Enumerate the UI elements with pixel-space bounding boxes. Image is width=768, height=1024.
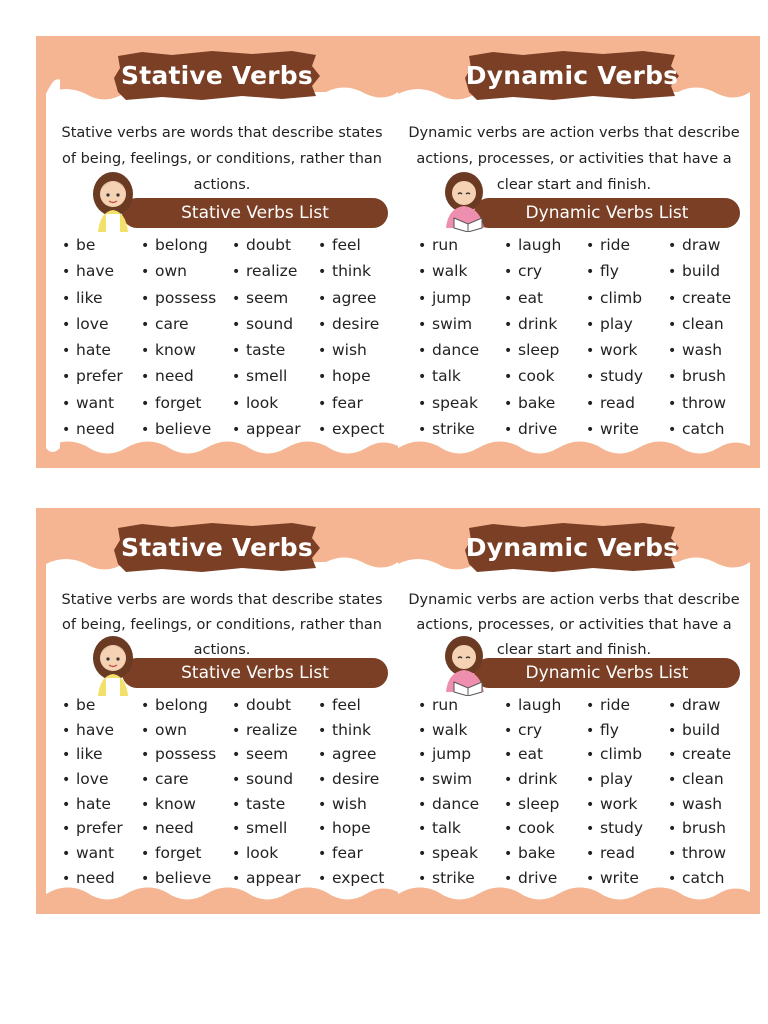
list-item: • strike xyxy=(418,869,479,894)
worksheet-2 xyxy=(36,508,760,914)
list-item: • care xyxy=(141,770,216,795)
list-item: • read xyxy=(586,844,643,869)
list-item: • drink xyxy=(504,770,561,795)
dynamic-column-3 xyxy=(586,696,643,894)
list-item: • draw xyxy=(668,696,731,721)
dynamic-description: Dynamic verbs are action verbs that describe actions, processes, or activities that have a clear start and finish. xyxy=(408,125,740,193)
list-item: • want xyxy=(62,394,123,420)
list-item: • draw xyxy=(668,236,731,262)
dynamic-description: Dynamic verbs are action verbs that describe actions, processes, or activities that have a clear start and finish. xyxy=(408,592,740,658)
list-item: • have xyxy=(62,721,123,746)
list-item: • swim xyxy=(418,770,479,795)
stative-title: Stative Verbs xyxy=(121,60,313,90)
dynamic-list-title: Dynamic Verbs List xyxy=(525,203,689,223)
list-item: • sound xyxy=(232,315,301,341)
list-item: • feel xyxy=(318,236,384,262)
stative-column-1 xyxy=(62,236,123,446)
list-item: • throw xyxy=(668,394,731,420)
list-item: • sound xyxy=(232,770,301,795)
list-item: • taste xyxy=(232,341,301,367)
list-item: • desire xyxy=(318,315,384,341)
list-item: • look xyxy=(232,844,301,869)
dynamic-verbs-card xyxy=(398,508,750,914)
list-item: • think xyxy=(318,721,384,746)
list-item: • prefer xyxy=(62,819,123,844)
list-item: • brush xyxy=(668,367,731,393)
list-item: • play xyxy=(586,770,643,795)
list-item: • smell xyxy=(232,819,301,844)
stative-title-banner xyxy=(112,520,322,574)
stative-verbs-card xyxy=(46,36,398,468)
list-item: • desire xyxy=(318,770,384,795)
list-item: • be xyxy=(62,236,123,262)
girl-reading-book-icon xyxy=(438,168,492,232)
list-item: • possess xyxy=(141,289,216,315)
list-item: • doubt xyxy=(232,696,301,721)
list-item: • jump xyxy=(418,745,479,770)
list-item: • forget xyxy=(141,844,216,869)
list-item: • talk xyxy=(418,367,479,393)
list-item: • need xyxy=(141,819,216,844)
list-item: • fear xyxy=(318,394,384,420)
list-item: • appear xyxy=(232,420,301,446)
list-item: • wish xyxy=(318,795,384,820)
dynamic-column-4 xyxy=(668,236,731,446)
list-item: • eat xyxy=(504,745,561,770)
stative-description: Stative verbs are words that describe states of being, feelings, or conditions, rather than actions. xyxy=(61,592,383,658)
stative-column-4 xyxy=(318,696,384,894)
list-item: • love xyxy=(62,315,123,341)
list-item: • laugh xyxy=(504,236,561,262)
list-item: • run xyxy=(418,696,479,721)
stative-list-header xyxy=(122,658,388,688)
list-item: • know xyxy=(141,795,216,820)
dynamic-title: Dynamic Verbs xyxy=(465,60,679,90)
list-item: • work xyxy=(586,341,643,367)
list-item: • wash xyxy=(668,341,731,367)
list-item: • need xyxy=(62,420,123,446)
list-item: • care xyxy=(141,315,216,341)
list-item: • agree xyxy=(318,289,384,315)
list-item: • be xyxy=(62,696,123,721)
stative-list-title: Stative Verbs List xyxy=(181,203,329,223)
list-item: • swim xyxy=(418,315,479,341)
list-item: • seem xyxy=(232,289,301,315)
list-item: • belong xyxy=(141,696,216,721)
girl-reading-book-icon xyxy=(438,632,492,696)
dynamic-list-title: Dynamic Verbs List xyxy=(525,663,689,683)
list-item: • speak xyxy=(418,394,479,420)
worksheet-1 xyxy=(36,36,760,468)
list-item: • build xyxy=(668,721,731,746)
list-item: • cry xyxy=(504,262,561,288)
list-item: • clean xyxy=(668,315,731,341)
list-item: • believe xyxy=(141,420,216,446)
list-item: • walk xyxy=(418,721,479,746)
list-item: • drink xyxy=(504,315,561,341)
dynamic-column-1 xyxy=(418,236,479,446)
dynamic-title-banner xyxy=(463,520,681,574)
dynamic-column-2 xyxy=(504,236,561,446)
stative-list-title: Stative Verbs List xyxy=(181,663,329,683)
stative-list-header xyxy=(122,198,388,228)
dynamic-column-2 xyxy=(504,696,561,894)
list-item: • expect xyxy=(318,420,384,446)
list-item: • agree xyxy=(318,745,384,770)
stative-title: Stative Verbs xyxy=(121,532,313,562)
list-item: • clean xyxy=(668,770,731,795)
stative-column-2 xyxy=(141,236,216,446)
list-item: • write xyxy=(586,869,643,894)
list-item: • need xyxy=(141,367,216,393)
list-item: • seem xyxy=(232,745,301,770)
list-item: • drive xyxy=(504,869,561,894)
list-item: • work xyxy=(586,795,643,820)
list-item: • like xyxy=(62,745,123,770)
list-item: • walk xyxy=(418,262,479,288)
list-item: • bake xyxy=(504,394,561,420)
list-item: • jump xyxy=(418,289,479,315)
dynamic-verbs-card xyxy=(398,36,750,468)
list-item: • own xyxy=(141,262,216,288)
list-item: • wish xyxy=(318,341,384,367)
list-item: • dance xyxy=(418,795,479,820)
list-item: • appear xyxy=(232,869,301,894)
list-item: • want xyxy=(62,844,123,869)
list-item: • sleep xyxy=(504,795,561,820)
list-item: • have xyxy=(62,262,123,288)
list-item: • smell xyxy=(232,367,301,393)
list-item: • catch xyxy=(668,420,731,446)
list-item: • expect xyxy=(318,869,384,894)
list-item: • hate xyxy=(62,795,123,820)
dynamic-column-4 xyxy=(668,696,731,894)
list-item: • build xyxy=(668,262,731,288)
stative-description: Stative verbs are words that describe states of being, feelings, or conditions, rather than actions. xyxy=(61,125,383,193)
stative-verbs-card xyxy=(46,508,398,914)
list-item: • sleep xyxy=(504,341,561,367)
dynamic-list-header xyxy=(474,658,740,688)
list-item: • belong xyxy=(141,236,216,262)
list-item: • eat xyxy=(504,289,561,315)
list-item: • need xyxy=(62,869,123,894)
list-item: • talk xyxy=(418,819,479,844)
list-item: • ride xyxy=(586,236,643,262)
list-item: • run xyxy=(418,236,479,262)
list-item: • fly xyxy=(586,721,643,746)
dynamic-column-3 xyxy=(586,236,643,446)
stative-column-1 xyxy=(62,696,123,894)
list-item: • fly xyxy=(586,262,643,288)
stative-column-4 xyxy=(318,236,384,446)
list-item: • cook xyxy=(504,367,561,393)
list-item: • cook xyxy=(504,819,561,844)
girl-with-apron-icon xyxy=(86,632,140,696)
girl-with-apron-icon xyxy=(86,168,140,232)
list-item: • study xyxy=(586,819,643,844)
stative-title-banner xyxy=(112,48,322,102)
list-item: • bake xyxy=(504,844,561,869)
list-item: • ride xyxy=(586,696,643,721)
list-item: • catch xyxy=(668,869,731,894)
list-item: • climb xyxy=(586,745,643,770)
list-item: • like xyxy=(62,289,123,315)
list-item: • dance xyxy=(418,341,479,367)
list-item: • speak xyxy=(418,844,479,869)
list-item: • realize xyxy=(232,262,301,288)
list-item: • own xyxy=(141,721,216,746)
list-item: • throw xyxy=(668,844,731,869)
list-item: • laugh xyxy=(504,696,561,721)
list-item: • read xyxy=(586,394,643,420)
list-item: • write xyxy=(586,420,643,446)
list-item: • climb xyxy=(586,289,643,315)
list-item: • play xyxy=(586,315,643,341)
list-item: • believe xyxy=(141,869,216,894)
list-item: • hope xyxy=(318,819,384,844)
stative-column-3 xyxy=(232,696,301,894)
list-item: • prefer xyxy=(62,367,123,393)
list-item: • wash xyxy=(668,795,731,820)
list-item: • study xyxy=(586,367,643,393)
list-item: • feel xyxy=(318,696,384,721)
list-item: • fear xyxy=(318,844,384,869)
dynamic-list-header xyxy=(474,198,740,228)
list-item: • brush xyxy=(668,819,731,844)
list-item: • think xyxy=(318,262,384,288)
list-item: • know xyxy=(141,341,216,367)
dynamic-title: Dynamic Verbs xyxy=(465,532,679,562)
list-item: • strike xyxy=(418,420,479,446)
list-item: • drive xyxy=(504,420,561,446)
list-item: • forget xyxy=(141,394,216,420)
list-item: • love xyxy=(62,770,123,795)
list-item: • hate xyxy=(62,341,123,367)
dynamic-column-1 xyxy=(418,696,479,894)
list-item: • realize xyxy=(232,721,301,746)
list-item: • hope xyxy=(318,367,384,393)
stative-column-3 xyxy=(232,236,301,446)
list-item: • taste xyxy=(232,795,301,820)
list-item: • cry xyxy=(504,721,561,746)
stative-column-2 xyxy=(141,696,216,894)
dynamic-title-banner xyxy=(463,48,681,102)
list-item: • create xyxy=(668,745,731,770)
list-item: • look xyxy=(232,394,301,420)
list-item: • doubt xyxy=(232,236,301,262)
list-item: • possess xyxy=(141,745,216,770)
list-item: • create xyxy=(668,289,731,315)
